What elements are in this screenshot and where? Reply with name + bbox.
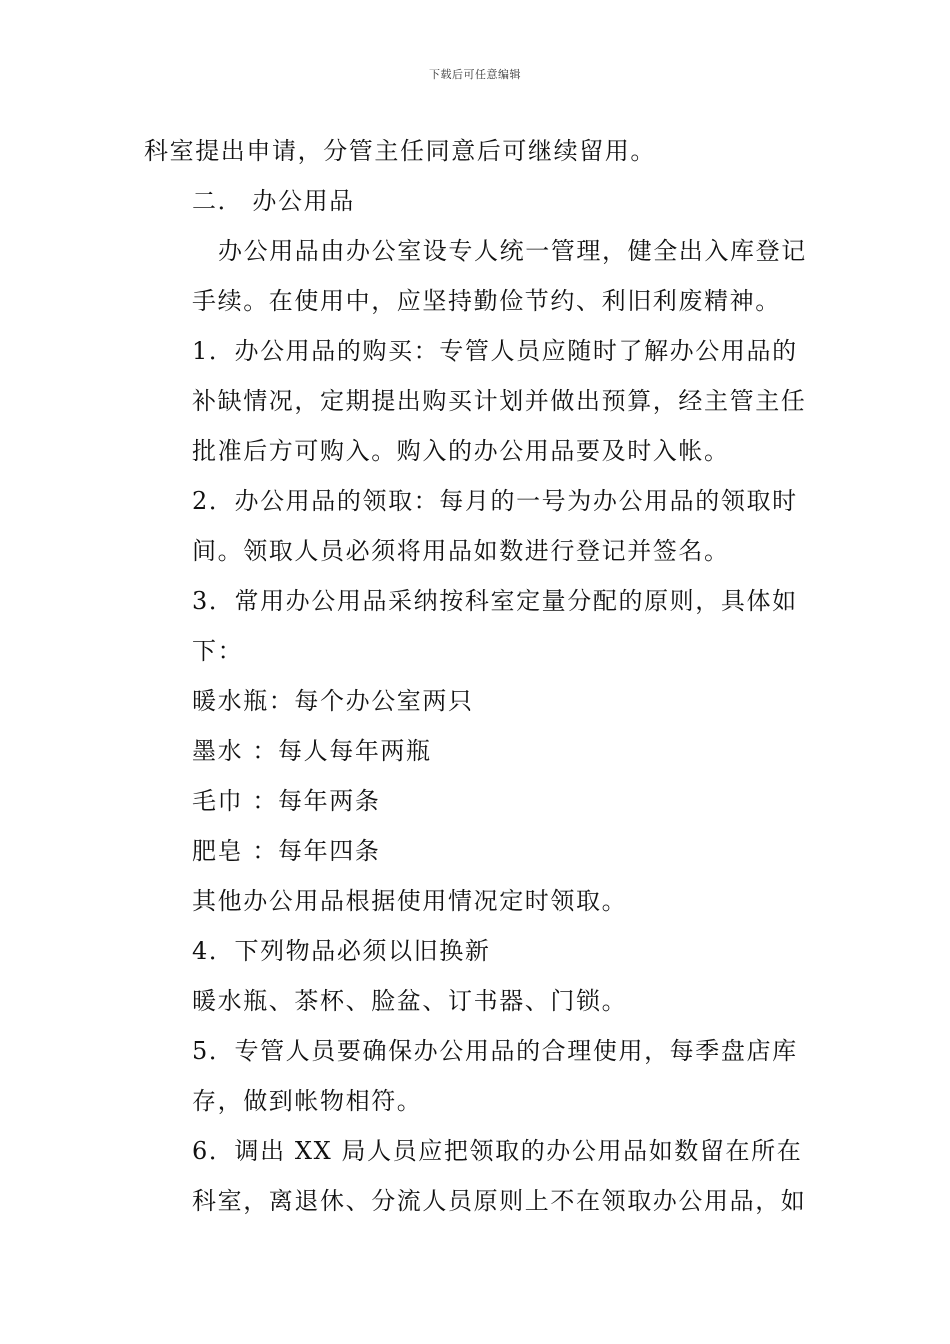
- list-item-4: 4．下列物品必须以旧换新: [192, 937, 491, 965]
- text-line: 间。领取人员必须将用品如数进行登记并签名。: [192, 537, 730, 565]
- list-item-1: 1．办公用品的购买：专管人员应随时了解办公用品的: [192, 337, 798, 365]
- text-line: 下：: [192, 637, 244, 665]
- text-line: 科室提出申请，分管主任同意后可继续留用。: [144, 137, 656, 165]
- text-line: 手续。在使用中，应坚持勤俭节约、利旧利废精神。: [192, 287, 781, 315]
- section-heading: 二． 办公用品: [192, 187, 355, 215]
- allocation-line: 肥皂 ：每年四条: [192, 837, 381, 865]
- list-item-6: 6．调出 XX 局人员应把领取的办公用品如数留在所在: [192, 1137, 803, 1165]
- text-line: 存，做到帐物相符。: [192, 1087, 423, 1115]
- allocation-line: 毛巾 ：每年两条: [192, 787, 381, 815]
- text-line: 办公用品由办公室设专人统一管理，健全出入库登记: [218, 237, 807, 265]
- allocation-line: 墨水 ：每人每年两瓶: [192, 737, 432, 765]
- text-line: 补缺情况，定期提出购买计划并做出预算，经主管主任: [192, 387, 807, 415]
- list-item-3: 3．常用办公用品采纳按科室定量分配的原则，具体如: [192, 587, 798, 615]
- text-line: 其他办公用品根据使用情况定时领取。: [192, 887, 628, 915]
- list-item-2: 2．办公用品的领取：每月的一号为办公用品的领取时: [192, 487, 798, 515]
- allocation-line: 暖水瓶：每个办公室两只: [192, 687, 474, 715]
- text-line: 暖水瓶、茶杯、脸盆、订书器、门锁。: [192, 987, 628, 1015]
- text-line: 批准后方可购入。购入的办公用品要及时入帐。: [192, 437, 730, 465]
- text-line: 科室，离退休、分流人员原则上不在领取办公用品，如: [192, 1187, 807, 1215]
- page-header: 下载后可任意编辑: [429, 68, 521, 81]
- list-item-5: 5．专管人员要确保办公用品的合理使用，每季盘店库: [192, 1037, 798, 1065]
